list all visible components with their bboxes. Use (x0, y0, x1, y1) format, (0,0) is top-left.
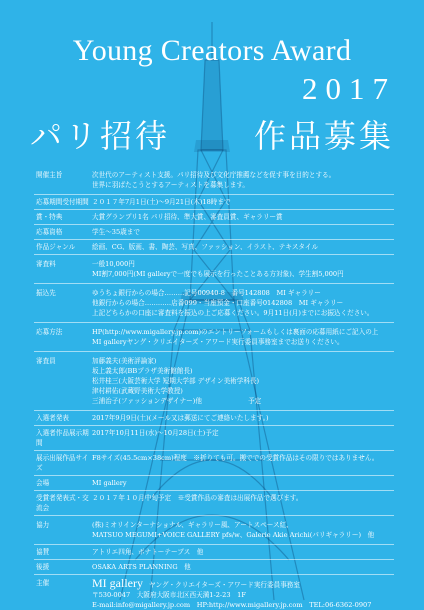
row-entry-period (34, 195, 394, 210)
row-label: 審査員 (36, 357, 56, 365)
title-paris-invitation: パリ招待 (30, 117, 171, 155)
row-label: 作品ジャンル (36, 243, 76, 251)
organizer-contact: E-mail:info@migallery.jp.com HP:http://www.migallery.jp.com TEL:06-6362-0907 (92, 601, 372, 609)
row-value: ２０１７年１０月中旬予定 ※受賞作品の審査は出展作品で選びます。 (92, 494, 303, 502)
row-label: 賞・特典 (36, 213, 63, 221)
row-ceremony (34, 491, 394, 516)
row-value: 絵画、CG、版画、書、陶芸、写真、ファッション、イラスト、テキスタイル (92, 243, 319, 251)
row-value: F8サイズ(45.5cm×38cm)程度 ※折りても可。搬ででの受賞作品はその限りではありません。 (92, 454, 379, 462)
row-label: 開催主旨 (36, 171, 63, 179)
row-label: 後援 (36, 563, 50, 571)
organizer-name: MI gallery (92, 576, 143, 590)
row-value: ゆうちょ銀行からの場合………記号00940-8 番号142808 MI ギャラリー 他銀行からの場合…………店番099・当座預金・口座番号0142808 MI ギャラリー 上記どちらかの口座に審査料を振込の上ご応募ください。9月11日(月)までにお振込ください。 (92, 289, 374, 317)
row-value: HP(http://www.migallery.jp.com)のエントリーフォームもしくは裏面の応募用紙にご記入の上 MI galleryヤング・クリエイターズ・アワード実行委員事務室までお送りください。 (92, 328, 379, 346)
row-eligibility (34, 225, 394, 240)
row-value: OSAKA ARTS PLANNING 他 (92, 563, 191, 571)
row-value: 大賞グランプリ1名 パリ招待、準大賞、審査員賞、ギャラリー賞 (92, 213, 283, 221)
row-value: 次世代のアーティスト支援。パリ招待及び文化庁推薦などを促す事を目的とする。 世界に羽ばたこうとするアーティストを募集します。 (92, 171, 336, 189)
organizer-address: 〒530-0047 大阪府大阪市北区西天満1-2-23 1F (92, 591, 246, 599)
row-sponsors (34, 545, 394, 560)
row-prizes (34, 210, 394, 225)
organizer-name-line (92, 578, 371, 590)
award-year: 2017 (302, 71, 396, 106)
row-how-to-apply (34, 323, 394, 352)
row-value: 学生〜35歳まで (92, 228, 140, 236)
organizer-label: 主催 (36, 579, 50, 587)
row-label: 入選者発表 (36, 414, 69, 422)
row-value: 加藤義夫(美術評論家) 坂上義太郎(BBプラザ美術館館長) 松井桂三(大阪芸術大学 短期大学部 デザイン美術学科長) 津村耕佑(武蔵野美術大学教授) 三浦治子(ファッションデザイナー)他 予定 (92, 357, 262, 405)
row-label: 入選者作品展示期間 (36, 429, 89, 447)
row-label: 応募資格 (36, 228, 63, 236)
award-title-en: Young Creators Award (72, 34, 352, 67)
row-label: 協力 (36, 521, 50, 529)
row-label: 応募方法 (36, 328, 63, 336)
row-value: MI gallery (92, 479, 127, 487)
row-fee (34, 255, 394, 284)
row-purpose (34, 166, 394, 195)
row-bank-transfer (34, 284, 394, 323)
row-exhibition-period (34, 426, 394, 451)
row-venue (34, 476, 394, 491)
row-value: 一般10,000円 MI割7,000円(MI galleryで一度でも展示を行ったことある方対象)、学生割5,000円 (92, 260, 344, 278)
row-value: ２０１７年7月1日(土)〜9月21日(木)18時まで (92, 198, 231, 206)
row-label: 審査料 (36, 260, 56, 268)
row-support (34, 560, 394, 575)
organizer-block (34, 575, 394, 610)
row-label: 会場 (36, 479, 50, 487)
title-call-for-works: 作品募集 (253, 117, 394, 155)
organizer-details (92, 578, 371, 610)
row-work-size (34, 451, 394, 476)
row-cooperation (34, 516, 394, 545)
row-value: 2017年10月11日(水)〜10月28日(土)予定 (92, 429, 219, 437)
row-value: アトリエ四角、ボナトーテーブス 他 (92, 548, 204, 556)
organizer-office: ヤング・クリエイターズ・アワード実行委員事務室 (148, 581, 300, 589)
info-table (34, 166, 394, 610)
row-label: 応募期間受付期間 (36, 198, 89, 206)
row-label: 協賛 (36, 548, 50, 556)
row-label: 振込先 (36, 289, 56, 297)
row-label: 受賞者発表式・交流会 (36, 494, 89, 512)
row-value: (株)ミオリインターナショナル、ギャラリー風、アートスペース紅、 MATSUO MEGUMI+VOICE GALLERY pfs/w、Galerie Akie Arichi(パリギャラリー) 他 (92, 521, 375, 539)
row-announcement (34, 411, 394, 426)
row-value: 2017年9月9日(土)(メール又は郵送にてご連絡いたします。) (92, 414, 269, 422)
row-genres (34, 240, 394, 255)
row-judges (34, 352, 394, 411)
row-label: 展示出展作品サイズ (36, 454, 89, 472)
